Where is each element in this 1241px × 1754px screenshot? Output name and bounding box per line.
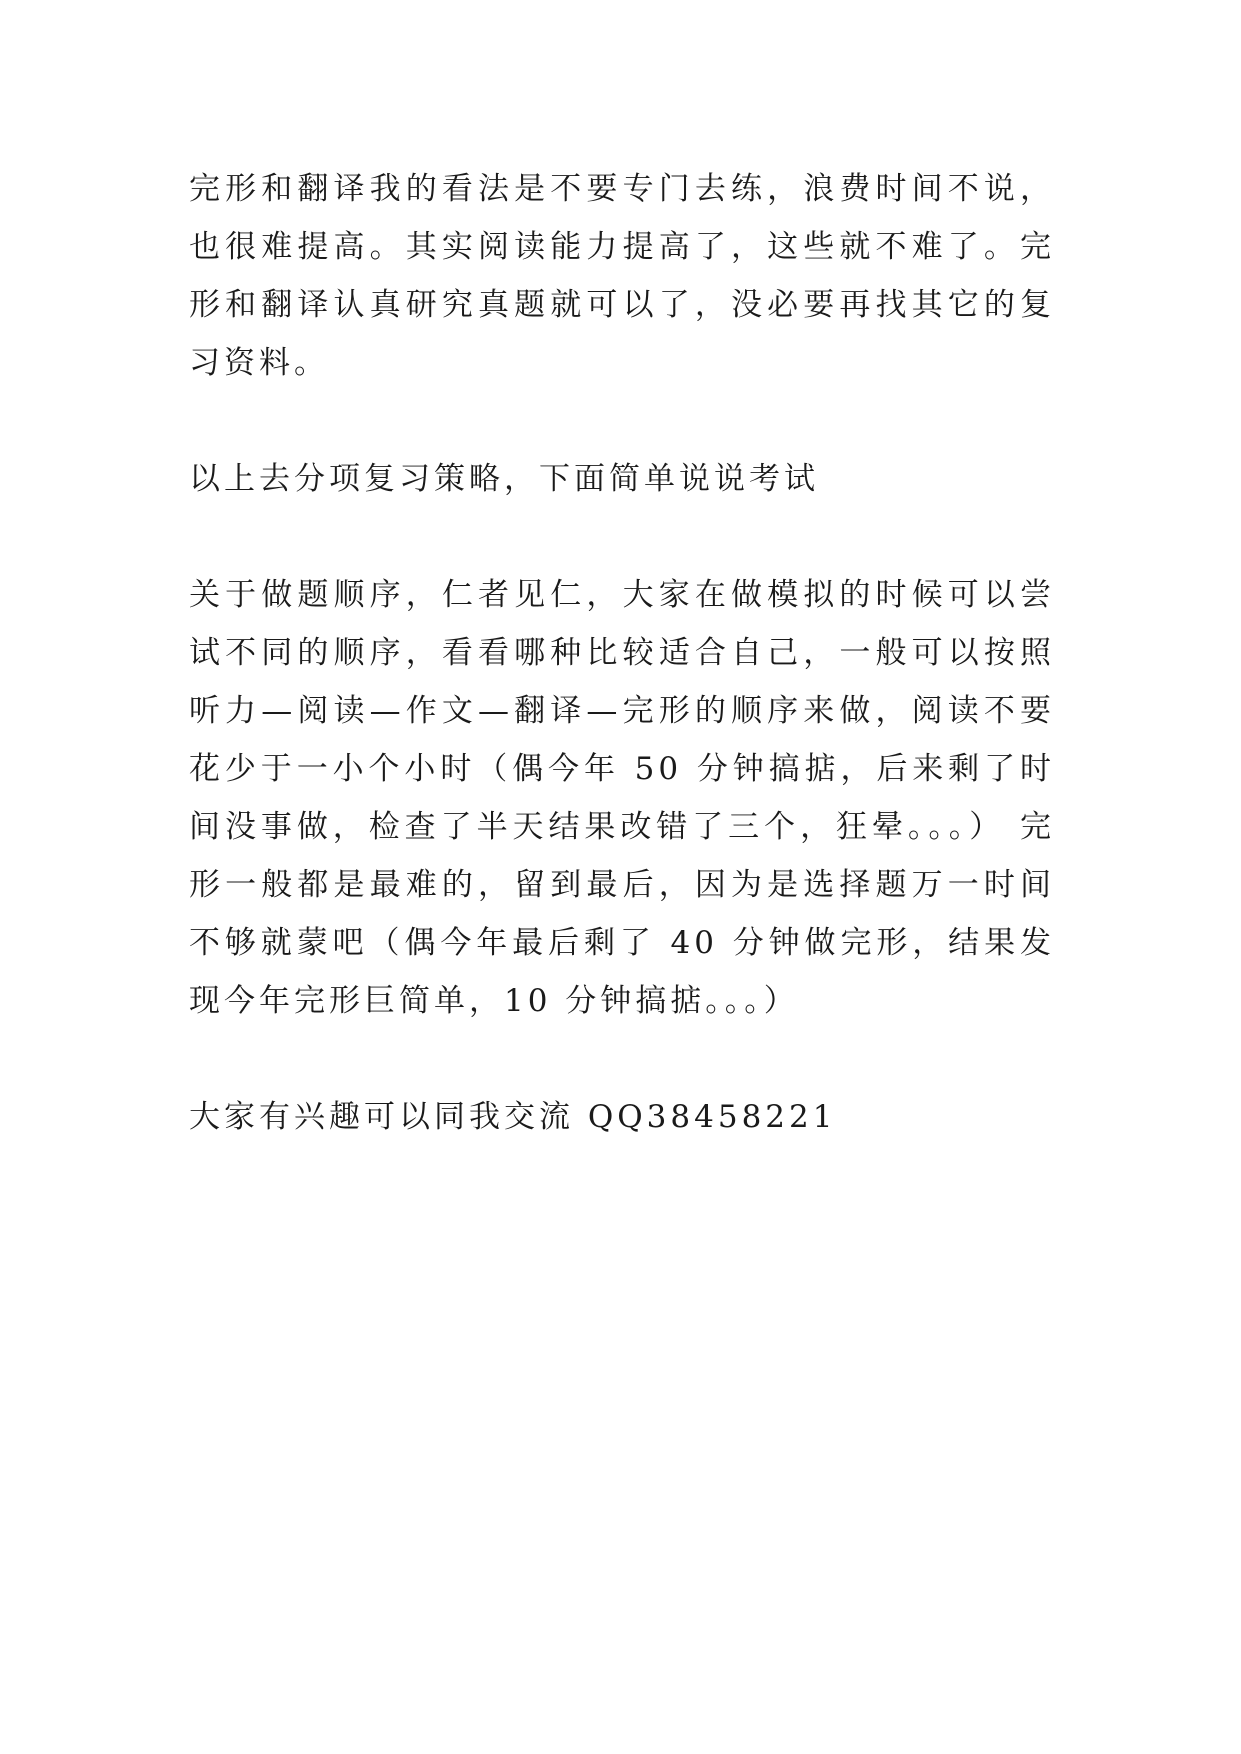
paragraph-contact: 大家有兴趣可以同我交流 QQ38458221 <box>189 1099 837 1135</box>
paragraph-section-transition: 以上去分项复习策略，下面简单说说考试 <box>189 461 819 497</box>
document-body <box>189 160 1055 1204</box>
paragraph-exam-order: 关于做题顺序，仁者见仁，大家在做模拟的时候可以尝试不同的顺序，看看哪种比较适合自己，一般可以按照听力—阅读—作文—翻译—完形的顺序来做，阅读不要花少于一小个小时（偶今年 50 分钟搞掂，后来剩了时间没事做，检查了半天结果改错了三个，狂晕。。。） 完形一般都是最难的，留到最后，因为是选择题万一时间不够就蒙吧（偶今年最后剩了 40 分钟做完形，结果发现今年完形巨简单，10 分钟搞掂。。。） <box>189 577 1055 1019</box>
paragraph-cloze-translation-advice: 完形和翻译我的看法是不要专门去练，浪费时间不说，也很难提高。其实阅读能力提高了，这些就不难了。完形和翻译认真研究真题就可以了，没必要再找其它的复习资料。 <box>189 171 1055 381</box>
